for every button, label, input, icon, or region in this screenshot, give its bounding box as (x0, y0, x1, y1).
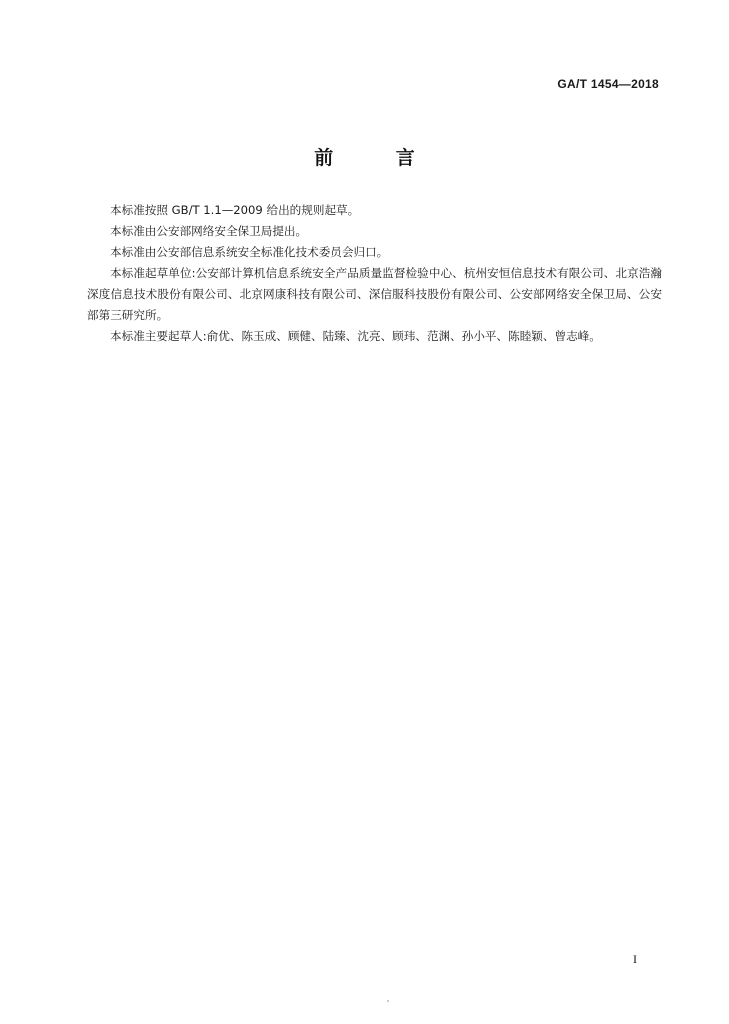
paragraph-proposer: 本标准由公安部网络安全保卫局提出。 (110, 224, 308, 238)
paragraph-drafting-rules: 本标准按照 GB/T 1.1—2009 给出的规则起草。 (110, 203, 360, 217)
foreword-body (87, 200, 662, 347)
scan-artifact (387, 1000, 389, 1002)
paragraph-technical-committee: 本标准由公安部信息系统安全标准化技术委员会归口。 (110, 245, 389, 259)
page-title: 前 言 (314, 147, 443, 169)
page-number: I (633, 952, 637, 966)
standard-code: GA/T 1454—2018 (557, 77, 659, 91)
paragraph-main-drafters: 本标准主要起草人:俞优、陈玉成、顾健、陆臻、沈亮、顾玮、范渊、孙小平、陈睦颖、曾志峰。 (110, 329, 601, 343)
paragraph-drafting-units: 本标准起草单位:公安部计算机信息系统安全产品质量监督检验中心、杭州安恒信息技术有限公司、北京浩瀚深度信息技术股份有限公司、北京网康科技有限公司、深信服科技股份有限公司、公安部网络安全保卫局、公安部第三研究所。 (87, 266, 662, 322)
